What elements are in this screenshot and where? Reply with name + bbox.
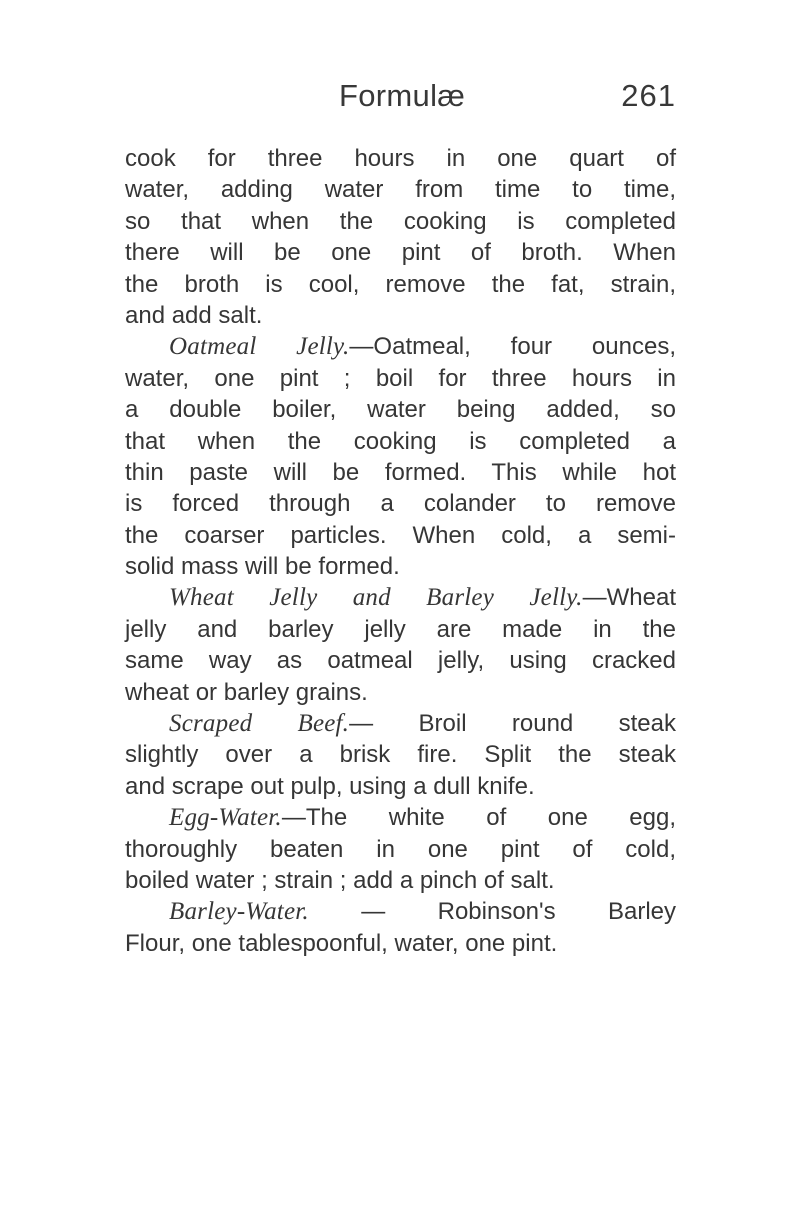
text-line: jelly and barley jelly are made in the bbox=[125, 615, 676, 643]
text-line: so that when the cooking is completed bbox=[125, 207, 676, 235]
recipe-title: Wheat Jelly and Barley Jelly. bbox=[169, 584, 583, 612]
text-line: a double boiler, water being added, so bbox=[125, 396, 676, 424]
recipe-wheat-barley-jelly: Wheat Jelly and Barley Jelly.—Wheat bbox=[169, 584, 676, 612]
recipe-title: Egg-Water. bbox=[169, 804, 282, 832]
recipe-egg-water: Egg-Water.—The white of one egg, bbox=[169, 804, 676, 832]
text-line: Flour, one tablespoonful, water, one pint. bbox=[125, 929, 558, 957]
running-head-title: Formulæ bbox=[339, 78, 466, 113]
text-line: is forced through a colander to remove bbox=[125, 490, 676, 518]
text-line: and scrape out pulp, using a dull knife. bbox=[125, 772, 535, 800]
body-text bbox=[125, 143, 676, 959]
text-line: that when the cooking is completed a bbox=[125, 427, 676, 455]
recipe-scraped-beef: Scraped Beef.— Broil round steak bbox=[169, 710, 676, 738]
page-number: 261 bbox=[621, 78, 676, 113]
recipe-title: Scraped Beef. bbox=[169, 710, 350, 738]
text-line: solid mass will be formed. bbox=[125, 553, 400, 581]
text-line: same way as oatmeal jelly, using cracked bbox=[125, 647, 676, 675]
text-line: the broth is cool, remove the fat, strain, bbox=[125, 270, 676, 298]
recipe-title: Oatmeal Jelly. bbox=[169, 333, 350, 361]
text-line: thoroughly beaten in one pint of cold, bbox=[125, 835, 676, 863]
recipe-oatmeal-jelly: Oatmeal Jelly.—Oatmeal, four ounces, bbox=[169, 333, 676, 361]
text-line: there will be one pint of broth. When bbox=[125, 239, 676, 267]
recipe-title: Barley-Water. bbox=[169, 898, 309, 926]
text-line: wheat or barley grains. bbox=[125, 678, 368, 706]
text-line: thin paste will be formed. This while hot bbox=[125, 458, 676, 486]
text-line: water, adding water from time to time, bbox=[125, 176, 676, 204]
text-line: water, one pint ; boil for three hours in bbox=[125, 364, 676, 392]
running-head bbox=[125, 74, 676, 118]
text-line: and add salt. bbox=[125, 301, 263, 329]
recipe-barley-water: Barley-Water. — Robinson's Barley bbox=[169, 898, 676, 926]
text-line: the coarser particles. When cold, a semi- bbox=[125, 521, 676, 549]
text-line: boiled water ; strain ; add a pinch of salt. bbox=[125, 866, 555, 894]
text-line: slightly over a brisk fire. Split the steak bbox=[125, 741, 676, 769]
text-line: cook for three hours in one quart of bbox=[125, 145, 676, 172]
